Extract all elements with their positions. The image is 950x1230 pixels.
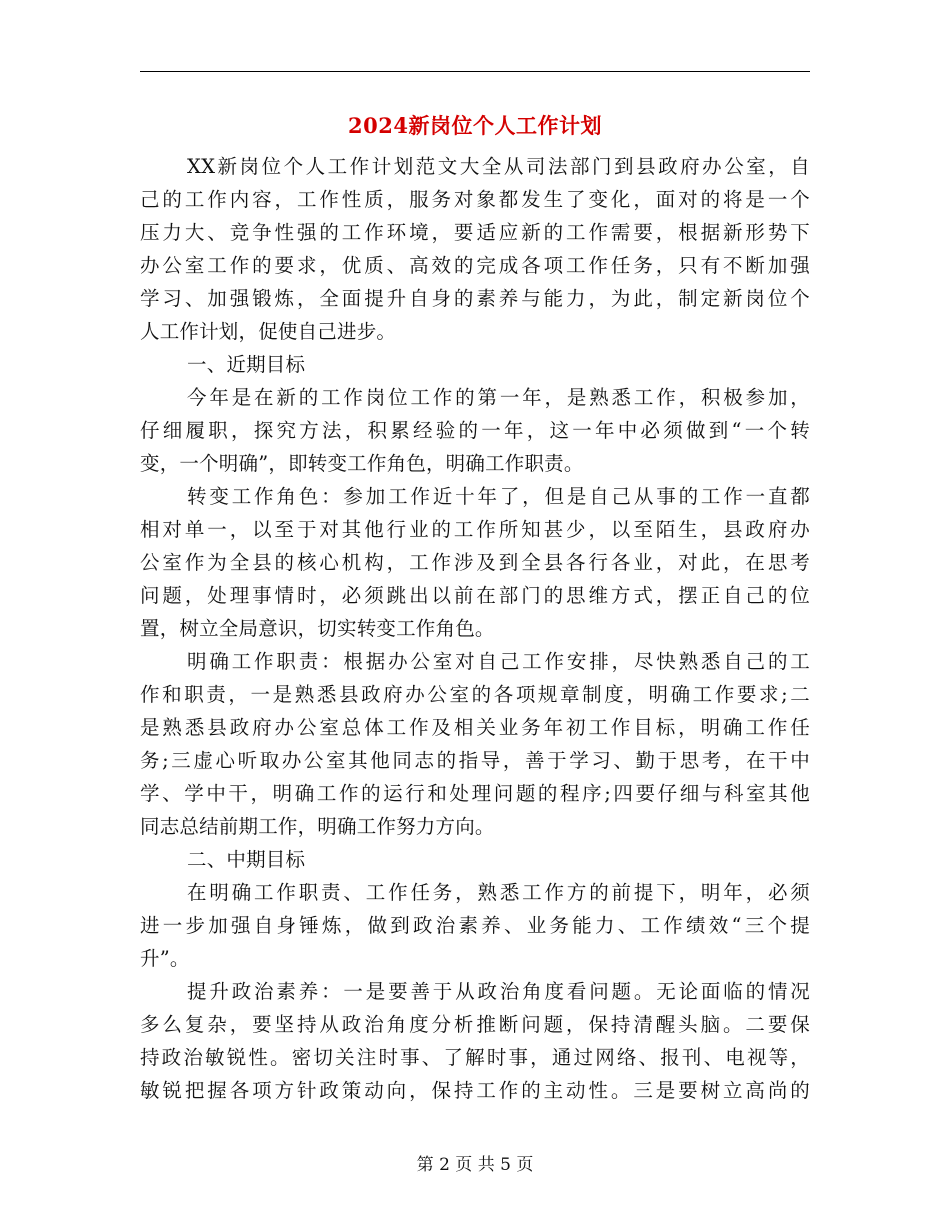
text-line: 是熟悉县政府办公室总体工作及相关业务年初工作目标，明确工作任	[140, 716, 810, 739]
text-line: 提升政治素养：一是要善于从政治角度看问题。无论面临的情况	[187, 980, 810, 1003]
document-body	[140, 150, 810, 1107]
text-line: 今年是在新的工作岗位工作的第一年，是熟悉工作，积极参加，	[187, 386, 810, 409]
text-line: 进一步加强自身锤炼，做到政治素养、业务能力、工作绩效“三个提	[140, 914, 810, 937]
text-line: 压力大、竞争性强的工作环境，要适应新的工作需要，根据新形势下	[140, 221, 810, 244]
text-line: XX新岗位个人工作计划范文大全从司法部门到县政府办公室，自	[187, 155, 810, 178]
page-number: 第 2 页 共 5 页	[416, 1155, 534, 1175]
text-line: 明确工作职责：根据办公室对自己工作安排，尽快熟悉自己的工	[187, 650, 810, 673]
section-heading: 二、中期目标	[187, 848, 306, 871]
text-line: 敏锐把握各项方针政策动向，保持工作的主动性。三是要树立高尚的	[140, 1079, 810, 1102]
text-line: 多么复杂，要坚持从政治角度分析推断问题，保持清醒头脑。二要保	[140, 1013, 810, 1036]
text-line: 持政治敏锐性。密切关注时事、了解时事，通过网络、报刊、电视等，	[140, 1046, 810, 1069]
text-line: 变，一个明确”，即转变工作角色，明确工作职责。	[140, 452, 584, 475]
text-line: 务;三虚心听取办公室其他同志的指导，善于学习、勤于思考，在干中	[140, 749, 810, 772]
text-line: 置，树立全局意识，切实转变工作角色。	[140, 617, 495, 640]
text-line: 学习、加强锻炼，全面提升自身的素养与能力，为此，制定新岗位个	[140, 287, 810, 310]
text-line: 办公室工作的要求，优质、高效的完成各项工作任务，只有不断加强	[140, 254, 810, 277]
text-line: 学、学中干，明确工作的运行和处理问题的程序;四要仔细与科室其他	[140, 782, 810, 805]
text-line: 转变工作角色：参加工作近十年了，但是自己从事的工作一直都	[187, 485, 810, 508]
header-rule	[140, 71, 810, 72]
text-line: 公室作为全县的核心机构，工作涉及到全县各行各业，对此，在思考	[140, 551, 810, 574]
text-line: 作和职责，一是熟悉县政府办公室的各项规章制度，明确工作要求;二	[140, 683, 810, 706]
text-line: 人工作计划，促使自己进步。	[140, 320, 397, 343]
document-title: 2024新岗位个人工作计划	[348, 113, 602, 138]
text-line: 升”。	[140, 947, 190, 970]
text-line: 相对单一，以至于对其他行业的工作所知甚少，以至陌生，县政府办	[140, 518, 810, 541]
text-line: 问题，处理事情时，必须跳出以前在部门的思维方式，摆正自己的位	[140, 584, 810, 607]
text-line: 己的工作内容，工作性质，服务对象都发生了变化，面对的将是一个	[140, 188, 810, 211]
text-line: 在明确工作职责、工作任务，熟悉工作方的前提下，明年，必须	[187, 881, 810, 904]
text-line: 仔细履职，探究方法，积累经验的一年，这一年中必须做到“一个转	[140, 419, 810, 442]
text-line: 同志总结前期工作，明确工作努力方向。	[140, 815, 495, 838]
section-heading: 一、近期目标	[187, 353, 306, 376]
